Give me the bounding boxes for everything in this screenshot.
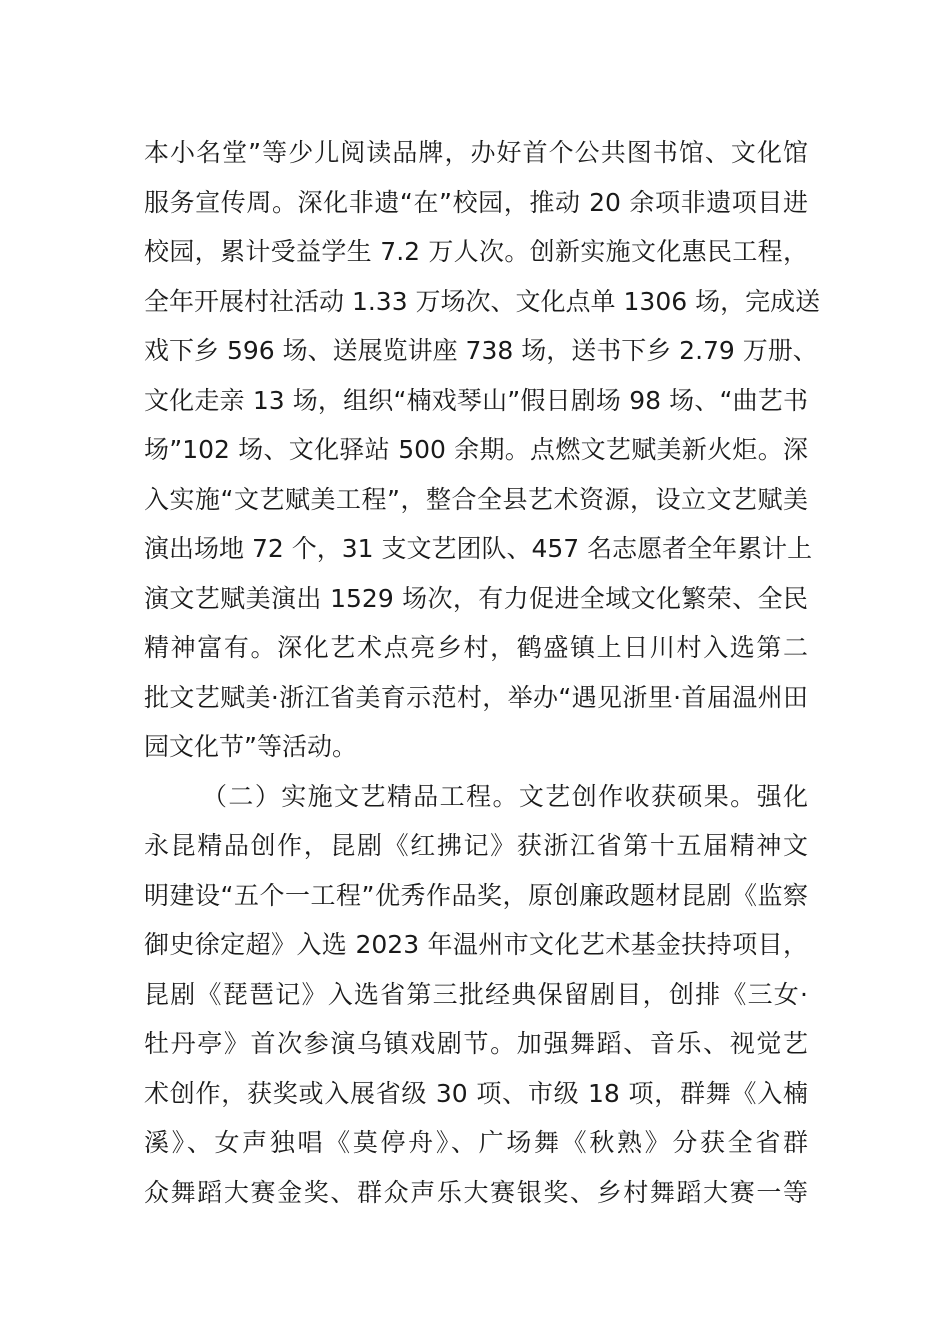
- text-line: 昆剧《琵琶记》入选省第三批经典保留剧目，创排《三女·: [144, 979, 808, 1009]
- text-line: 批文艺赋美·浙江省美育示范村，举办“遇见浙里·首届温州田: [144, 682, 808, 712]
- text-line: 入实施“文艺赋美工程”，整合全县艺术资源，设立文艺赋美: [144, 484, 808, 514]
- text-line: 众舞蹈大赛金奖、群众声乐大赛银奖、乡村舞蹈大赛一等: [144, 1177, 808, 1207]
- text-line: 永昆精品创作，昆剧《红拂记》获浙江省第十五届精神文: [144, 831, 808, 860]
- section-heading-line: （二）实施文艺精品工程。文艺创作收获硕果。强化: [202, 781, 808, 811]
- text-line: 本小名堂”等少儿阅读品牌，办好首个公共图书馆、文化馆: [144, 138, 808, 167]
- text-line: 明建设“五个一工程”优秀作品奖，原创廉政题材昆剧《监察: [144, 880, 808, 910]
- text-line: 溪》、女声独唱《莫停舟》、广场舞《秋熟》分获全省群: [144, 1128, 808, 1157]
- text-line: 御史徐定超》入选 2023 年温州市文化艺术基金扶持项目，: [144, 930, 808, 959]
- text-line: 全年开展村社活动 1.33 万场次、文化点单 1306 场，完成送: [144, 286, 821, 316]
- text-line: 场”102 场、文化驿站 500 余期。点燃文艺赋美新火炬。深: [144, 435, 808, 464]
- text-line: 校园，累计受益学生 7.2 万人次。创新实施文化惠民工程，: [144, 237, 808, 266]
- body-text: [144, 128, 821, 1217]
- text-line: 文化走亲 13 场，组织“楠戏琴山”假日剧场 98 场、“曲艺书: [144, 385, 808, 415]
- text-line: 精神富有。深化艺术点亮乡村，鹤盛镇上日川村入选第二: [144, 633, 808, 662]
- text-line: 牡丹亭》首次参演乌镇戏剧节。加强舞蹈、音乐、视觉艺: [144, 1029, 808, 1058]
- text-line: 演文艺赋美演出 1529 场次，有力促进全域文化繁荣、全民: [144, 583, 808, 613]
- text-line: 演出场地 72 个，31 支文艺团队、457 名志愿者全年累计上: [144, 534, 813, 563]
- text-line: 术创作，获奖或入展省级 30 项、市级 18 项，群舞《入楠: [144, 1078, 808, 1108]
- text-line: 戏下乡 596 场、送展览讲座 738 场，送书下乡 2.79 万册、: [144, 336, 818, 365]
- text-line: 服务宣传周。深化非遗“在”校园，推动 20 余项非遗项目进: [144, 187, 808, 217]
- text-line: 园文化节”等活动。: [144, 732, 357, 761]
